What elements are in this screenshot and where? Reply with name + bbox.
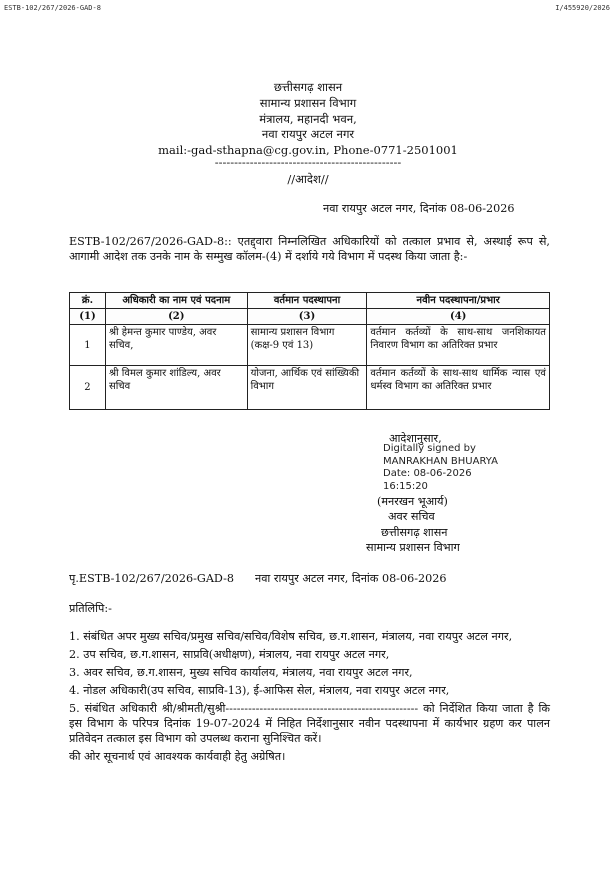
- col-header-new: नवीन पदस्थापना/प्रभार: [367, 293, 550, 309]
- row-sno: 2: [70, 366, 106, 410]
- row-officer: श्री हेमन्त कुमार पाण्डेय, अवर सचिव,: [105, 325, 247, 366]
- letterhead-govt: छत्तीसगढ़ शासन: [273, 80, 343, 94]
- digital-signature-signer: MANRAKHAN BHUARYA: [383, 455, 498, 467]
- col-num: (3): [247, 309, 367, 325]
- copy-list: [69, 629, 550, 764]
- col-num: (1): [70, 309, 106, 325]
- letterhead-bhawan: मंत्रालय, महानदी भवन,: [259, 112, 357, 126]
- signatory-govt: छत्तीसगढ़ शासन: [381, 526, 448, 539]
- digital-signature-time: 16:15:20: [383, 480, 428, 492]
- row-new: वर्तमान कर्तव्यों के साथ-साथ जनशिकायत निवारण विभाग का अतिरिक्त प्रभार: [367, 325, 550, 366]
- list-item: 1. संबंधित अपर मुख्य सचिव/प्रमुख सचिव/सचिव/विशेष सचिव, छ.ग.शासन, मंत्रालय, नवा रायपुर अटल नगर,: [69, 630, 513, 643]
- closing-line: की ओर सूचनार्थ एवं आवश्यक कार्यवाही हेतु अग्रेषित।: [69, 750, 286, 763]
- table-header-row: [70, 293, 550, 309]
- table-row: [70, 325, 550, 366]
- letterhead-city: नवा रायपुर अटल नगर: [261, 127, 355, 141]
- signatory-dept: सामान्य प्रशासन विभाग: [366, 541, 460, 554]
- digital-signature-date: Date: 08-06-2026: [383, 468, 472, 479]
- endorsement-date: नवा रायपुर अटल नगर, दिनांक 08-06-2026: [255, 572, 447, 585]
- col-header-officer: अधिकारी का नाम एवं पदनाम: [105, 293, 247, 309]
- list-item: 5. संबंधित अधिकारी श्री/श्रीमती/सुश्री--------------------------------------------------- को निर्देशित किया जाता है कि इस विभाग के परिपत्र दिनांक 19-07-2024 में निहित निर्देशानुसार नवीन पदस्थापना में कार्यभार ग्रहण कर पालन प्रतिवेदन तत्काल इस विभाग को उपलब्ध कराना सुनिश्चित करें।: [69, 702, 550, 745]
- posting-table: [69, 292, 550, 410]
- col-header-current: वर्तमान पदस्थापना: [247, 293, 367, 309]
- top-file-ref: ESTB-102/267/2026-GAD-8: [4, 4, 101, 12]
- row-sno: 1: [70, 325, 106, 366]
- signatory-name: (मनरखन भूआर्य): [377, 495, 448, 508]
- digital-signature-stamp: [383, 443, 498, 493]
- letterhead-dept: सामान्य प्रशासन विभाग: [259, 96, 357, 110]
- table-colnum-row: [70, 309, 550, 325]
- list-item: 4. नोडल अधिकारी(उप सचिव, साप्रवि-13), ई-आफिस सेल, मंत्रालय, नवा रायपुर अटल नगर,: [69, 684, 450, 697]
- signature-order-word: आदेशानुसार,: [389, 432, 442, 445]
- digital-signature-line: Digitally signed by: [383, 443, 476, 454]
- col-header-sno: क्रं.: [70, 293, 106, 309]
- row-new: वर्तमान कर्तव्यों के साथ-साथ धार्मिक न्यास एवं धर्मस्व विभाग का अतिरिक्त प्रभार: [367, 366, 550, 410]
- copy-label: प्रतिलिपि:-: [69, 602, 112, 615]
- top-receipt-ref: I/455920/2026: [555, 4, 610, 12]
- row-current: सामान्य प्रशासन विभाग (कक्ष-9 एवं 13): [247, 325, 367, 366]
- endorsement-ref: पृ.ESTB-102/267/2026-GAD-8: [69, 572, 235, 585]
- table-row: [70, 366, 550, 410]
- order-title: //आदेश//: [287, 172, 329, 186]
- row-current: योजना, आर्थिक एवं सांख्यिकी विभाग: [247, 366, 367, 410]
- row-officer: श्री विमल कुमार शांडिल्य, अवर सचिव: [105, 366, 247, 410]
- list-item: 2. उप सचिव, छ.ग.शासन, साप्रवि(अधीक्षण), मंत्रालय, नवा रायपुर अटल नगर,: [69, 648, 390, 661]
- order-date-line: नवा रायपुर अटल नगर, दिनांक 08-06-2026: [323, 202, 515, 215]
- list-item: 3. अवर सचिव, छ.ग.शासन, मुख्य सचिव कार्यालय, मंत्रालय, नवा रायपुर अटल नगर,: [69, 666, 413, 679]
- signatory-designation: अवर सचिव: [388, 510, 435, 523]
- col-num: (4): [367, 309, 550, 325]
- intro-paragraph: ESTB-102/267/2026-GAD-8:: एतद्द्वारा निम्नलिखित अधिकारियों को तत्काल प्रभाव से, अस्थाई रूप से, आगामी आदेश तक उनके नाम के सम्मुख कॉलम-(4) में दर्शाये गये विभाग में पदस्थ किया जाता है:-: [69, 235, 550, 263]
- letterhead-divider: ------------------------------------------------: [214, 155, 402, 169]
- col-num: (2): [105, 309, 247, 325]
- letterhead-contact: mail:-gad-sthapna@cg.gov.in, Phone-0771-2501001: [158, 143, 458, 157]
